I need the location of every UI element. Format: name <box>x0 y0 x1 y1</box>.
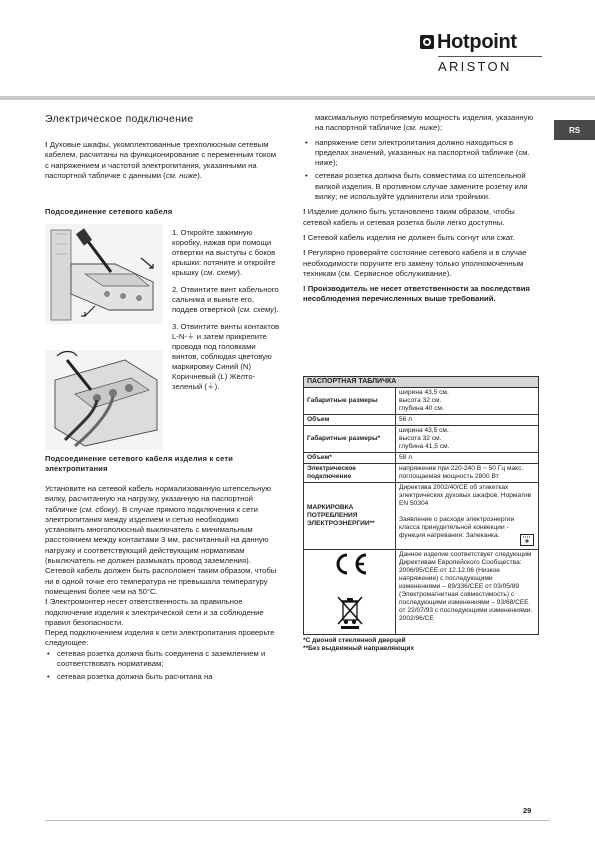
section-title: Электрическое подключение <box>45 113 194 125</box>
cont-text: максимальную потребляемую мощность изделия, указанную на паспортной табличке ( <box>315 113 534 133</box>
oven-function-icon <box>520 534 534 546</box>
certification-marks <box>304 550 396 635</box>
subheading-mains: Подсоединение сетевого кабеля изделия к сети электропитания <box>45 454 234 473</box>
row-value: Данное изделие соответствует следующим Директивам Европейского Сообщества: 2006/95/CEE от 12.12.06 (Низкое напряжение) с последующими изменениями – 89/336/CEE от 03/05/89 (Электромагнитная совместимость) с последующими изменениями – 93/68/CEE от 22/07/93 с последующими изменениями. 2002/96/CE <box>396 550 539 635</box>
subheading-cable: Подсоединение сетевого кабеля <box>45 207 173 216</box>
step-2 <box>172 285 280 315</box>
brand-sub: ARISTON <box>438 59 512 74</box>
intro-text: Духовые шкафы, укомплектованные трехполюсным сетевым кабелем, расчитаны на функционирование с переменным током с напряжением и частотой электропитания, указанными на паспортной табличке с данными ( <box>45 140 277 180</box>
weee-bin-icon <box>335 594 365 630</box>
table-row <box>304 426 539 453</box>
cont-end: ); <box>437 123 443 133</box>
mains-body <box>45 484 280 686</box>
header-rule <box>0 96 595 100</box>
row-label: Объем <box>304 415 396 426</box>
cont-ref: см. ниже <box>405 123 438 133</box>
warning-mark: ! <box>45 140 48 149</box>
note-3 <box>303 248 536 279</box>
note-text: Изделие должно быть установлено таким образом, чтобы сетевой кабель и сетевая розетка были легко доступны. <box>303 207 515 227</box>
step-1-end: ). <box>237 268 243 277</box>
spec-table <box>303 376 539 635</box>
brand-mark-icon <box>420 35 434 49</box>
row-value: ширина 43,5 см. высота 32 см. глубина 40 см. <box>396 388 539 415</box>
note-1 <box>303 207 536 228</box>
step-2-end: ). <box>274 305 279 314</box>
intro-paragraph <box>45 140 280 181</box>
list-item: • сетевая розетка должна быть соединена с заземлением и соответствовать нормативам; <box>45 649 280 670</box>
warning-text: Производитель не несет ответственности за последствия несоблюдения перечисленных выше требований. <box>303 284 530 304</box>
ce-mark-icon <box>330 551 370 577</box>
table-row <box>304 483 539 550</box>
electrician-text: Электромонтер несет ответственность за правильное подключение изделия к электрической сети и за соблюдение правил безопасности. <box>45 597 264 627</box>
row-value: 58 л <box>396 453 539 464</box>
continuation-paragraph <box>303 113 536 134</box>
table-header-row <box>304 377 539 388</box>
energy-text: Директива 2002/40/CE об этикетках электрических духовых шкафов. Норматив EN 50304 Заявление о расходе электроэнергии класса принудительной конвекции - функция нагревания: Запеканка. <box>399 484 532 539</box>
column-2 <box>303 113 536 305</box>
step-3: 3. Отвинтите винты контактов L-N-⏚ и затем прикрепите провода под головками винтов, соблюдая цветовую маркировку Синий (N) Коричневый (L) Желто-зеленый (⏚). <box>172 322 280 391</box>
mains-ref: см. сбоку <box>81 504 116 514</box>
row-label: Габаритные размеры* <box>304 426 396 453</box>
step-1 <box>172 228 280 278</box>
warning-mark: ! <box>303 232 306 242</box>
footnote-2: **Без выдвижный направляющих <box>303 645 415 652</box>
intro-ref: см. ниже <box>165 170 198 180</box>
rating-plate <box>303 376 539 653</box>
row-label: Объем* <box>304 453 396 464</box>
row-label: Габаритные размеры <box>304 388 396 415</box>
table-row <box>304 464 539 483</box>
figure-junction-box-open <box>45 224 163 324</box>
row-value: 56 л <box>396 415 539 426</box>
warning-mark: ! <box>303 207 306 217</box>
note-2 <box>303 233 536 243</box>
table-row <box>304 453 539 464</box>
mains-end: ). В случае прямого подключения к сети электропитания между изделием и сетью необходимо установить многополюсный выключатель с минимальным расстоянием между контактами 3 мм, расчитанный на данную нагрузку и соответствующий действующим нормативам (выключатель не должен размыкать провод заземления). Сетевой кабель должен быть расположен таким образом, чтобы ни в одной точке его температура не превышала температуру помещения более чем на 50°С. <box>45 504 277 596</box>
row-label: МАРКИРОВКА ПОТРЕБЛЕНИЯ ЭЛЕКТРОЭНЕРГИИ** <box>304 483 396 550</box>
footer-rule <box>45 820 550 821</box>
note-text: Регулярно проверяйте состояние сетевого кабеля и в случае необходимости поручите его замену только уполномоченным техникам (см. Сервисное обслуживание). <box>303 248 527 278</box>
step-2-text: 2. Отвинтите винт кабельного сальника и выньте его, поддев отверткой ( <box>172 285 279 314</box>
step-1-ref: см. схему <box>203 268 238 277</box>
check-paragraph: Перед подключением изделия к сети электропитания проверьте следующее: <box>45 628 275 648</box>
check-list <box>45 649 280 683</box>
warning-mark: ! <box>303 284 306 294</box>
row-value: напряжение при 220-240 В ~ 50 Гц макс. поглощаемая мощность 2800 Вт <box>396 464 539 483</box>
list-item: • напряжение сети электропитания должно находиться в пределах значений, указанных на паспортной табличке (см. ниже); <box>303 138 536 169</box>
manufacturer-warning <box>303 284 536 305</box>
steps-block <box>172 228 280 392</box>
table-row <box>304 550 539 635</box>
row-value <box>396 483 539 550</box>
page-number: 29 <box>523 806 532 815</box>
mains-text: Установите на сетевой кабель нормализованную штепсельную вилку, расчитанную на нагрузку, указанную на паспортной табличке ( <box>45 484 271 514</box>
table-header: ПАСПОРТНАЯ ТАБЛИЧКА <box>304 377 539 388</box>
list-item: • сетевая розетка должна быть совместима со штепсельной вилкой изделия. В противном случае замените розетку или вилку; не используйте удлинители или тройники. <box>303 171 536 202</box>
language-tab: RS <box>554 120 595 140</box>
brand-name: Hotpoint <box>437 31 517 53</box>
table-row <box>304 415 539 426</box>
step-1-text: 1. Откройте зажимную коробку, нажав при помощи отвертки на выступы с боков крышки: потяните и откройте крышку ( <box>172 228 276 277</box>
figure-terminal-block <box>45 350 163 450</box>
intro-end: ). <box>197 170 202 180</box>
mains-paragraph <box>45 484 280 597</box>
warning-mark: ! <box>303 248 306 258</box>
electrician-paragraph <box>45 597 280 628</box>
row-label: Электрическое подключение <box>304 464 396 483</box>
brand-logo <box>420 32 542 73</box>
brand-divider <box>438 56 542 57</box>
requirements-list <box>303 138 536 203</box>
note-text: Сетевой кабель изделия не должен быть согнут или сжат. <box>307 232 515 242</box>
footnote-1: *С двоной стеклянной дверцей <box>303 637 406 644</box>
step-2-ref: см. схему <box>239 305 275 314</box>
warning-mark: ! <box>45 597 48 607</box>
list-item: • сетевая розетка должна быть расчитана на <box>45 672 280 682</box>
table-row <box>304 388 539 415</box>
row-value: ширина 43,5 см. высота 32 см. глубина 41,5 см. <box>396 426 539 453</box>
